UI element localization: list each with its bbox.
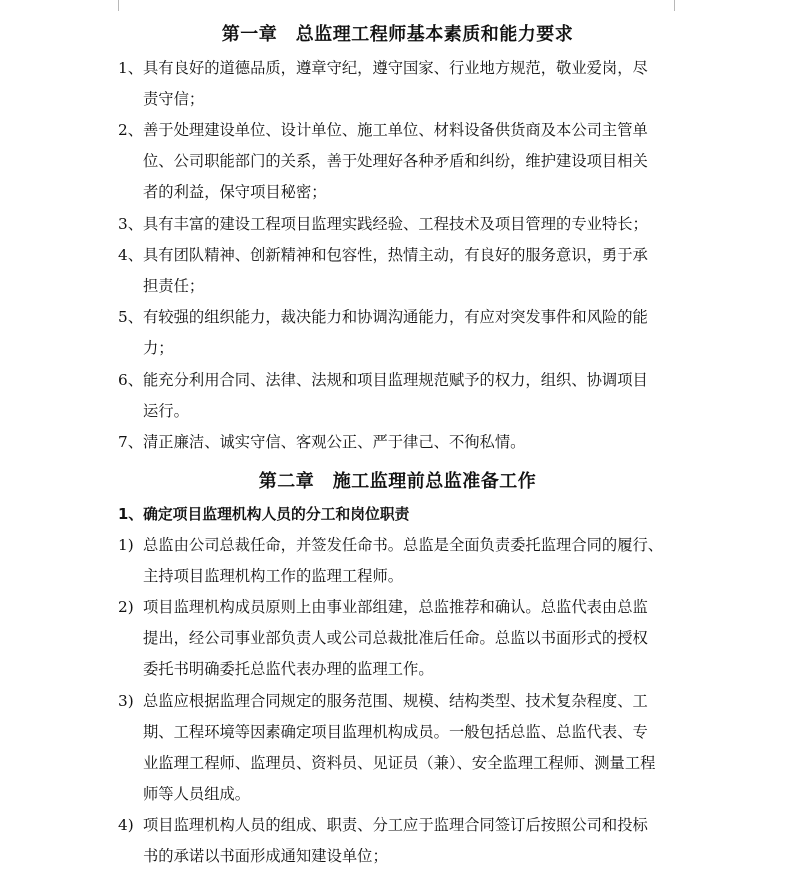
list-item-text: 委托书明确委托总监代表办理的监理工作。 bbox=[143, 660, 434, 679]
list-item-text: 书的承诺以书面形成通知建设单位； bbox=[143, 847, 388, 866]
list-item-line bbox=[118, 271, 678, 302]
page-corner-mark-left bbox=[98, 0, 119, 11]
list-item bbox=[118, 686, 678, 810]
list-item-line bbox=[118, 396, 678, 427]
list-item bbox=[118, 427, 678, 458]
list-item-text: 期、工程环境等因素确定项目监理机构成员。一般包括总监、总监代表、专 bbox=[143, 722, 648, 741]
list-item-number: 6、 bbox=[118, 370, 144, 389]
list-item-number: 4、 bbox=[118, 245, 144, 264]
list-item-number: 4) bbox=[118, 816, 134, 835]
list-item-line bbox=[118, 748, 678, 779]
list-item-text: 位、公司职能部门的关系，善于处理好各种矛盾和纠纷，维护建设项目相关 bbox=[143, 152, 648, 171]
section-heading: 1、确定项目监理机构人员的分工和岗位职责 bbox=[118, 506, 410, 523]
list-item bbox=[118, 302, 678, 364]
list-item-text: 具有团队精神、创新精神和包容性，热情主动，有良好的服务意识，勇于承 bbox=[143, 245, 648, 264]
list-item-text: 者的利益，保守项目秘密； bbox=[143, 183, 327, 202]
list-item-line bbox=[118, 365, 678, 396]
list-item-text: 能充分利用合同、法律、法规和项目监理规范赋予的权力，组织、协调项目 bbox=[143, 370, 648, 389]
list-item-line bbox=[118, 686, 678, 717]
list-item-line bbox=[118, 427, 678, 458]
list-item bbox=[118, 530, 678, 592]
list-item-line bbox=[118, 115, 678, 146]
list-item bbox=[118, 53, 678, 115]
list-item-line bbox=[118, 623, 678, 654]
list-item bbox=[118, 240, 678, 302]
list-item bbox=[118, 365, 678, 427]
list-item-text: 运行。 bbox=[143, 401, 189, 420]
list-item-line bbox=[118, 779, 678, 810]
list-item-line bbox=[118, 240, 678, 271]
list-item-text: 项目监理机构人员的组成、职责、分工应于监理合同签订后按照公司和投标 bbox=[143, 816, 648, 835]
list-item-text: 总监应根据监理合同规定的服务范围、规模、结构类型、技术复杂程度、工 bbox=[143, 691, 648, 710]
list-item-line bbox=[118, 654, 678, 685]
list-item-text: 具有良好的道德品质，遵章守纪，遵守国家、行业地方规范，敬业爱岗，尽 bbox=[143, 59, 648, 77]
list-item bbox=[118, 115, 678, 208]
list-item-text: 提出，经公司事业部负责人或公司总裁批准后任命。总监以书面形式的授权 bbox=[143, 629, 648, 648]
list-item-text: 主持项目监理机构工作的监理工程师。 bbox=[143, 567, 404, 585]
list-item bbox=[118, 209, 678, 240]
list-item-text: 具有丰富的建设工程项目监理实践经验、工程技术及项目管理的专业特长； bbox=[143, 214, 648, 233]
list-item-text: 善于处理建设单位、设计单位、施工单位、材料设备供货商及本公司主管单 bbox=[143, 121, 648, 140]
list-item-text: 担责任； bbox=[143, 276, 205, 295]
list-item-number: 2) bbox=[118, 598, 134, 617]
list-item-line bbox=[118, 302, 678, 333]
list-item-line bbox=[118, 561, 678, 592]
list-item-number: 7、 bbox=[118, 432, 144, 451]
list-item-number: 3、 bbox=[118, 214, 144, 233]
list-item-line bbox=[118, 209, 678, 240]
list-item-line bbox=[118, 53, 678, 84]
list-item-number: 1、 bbox=[118, 59, 144, 77]
list-item-text: 项目监理机构成员原则上由事业部组建，总监推荐和确认。总监代表由总监 bbox=[143, 598, 648, 617]
list-item-line bbox=[118, 841, 678, 872]
list-item-line bbox=[118, 717, 678, 748]
list-item-line bbox=[118, 146, 678, 177]
list-item-number: 1) bbox=[118, 536, 134, 554]
list-item-number: 2、 bbox=[118, 121, 144, 140]
list-item-text: 责守信； bbox=[143, 90, 205, 108]
list-item bbox=[118, 810, 678, 872]
chapter-2-title: 第二章 施工监理前总监准备工作 bbox=[258, 471, 537, 492]
list-item-line bbox=[118, 177, 678, 208]
list-item-text: 师等人员组成。 bbox=[143, 784, 251, 803]
list-item-text: 业监理工程师、监理员、资料员、见证员（兼）、安全监理工程师、测量工程 bbox=[143, 753, 656, 772]
list-item-text: 力； bbox=[143, 339, 174, 358]
list-item-line bbox=[118, 333, 678, 364]
page-corner-mark-right bbox=[674, 0, 695, 11]
list-item-number: 5、 bbox=[118, 308, 144, 327]
list-item bbox=[118, 592, 678, 685]
list-item-line bbox=[118, 84, 678, 115]
list-item-number: 3) bbox=[118, 691, 134, 710]
list-item-text: 总监由公司总裁任命，并签发任命书。总监是全面负责委托监理合同的履行、 bbox=[143, 536, 664, 554]
chapter-1-title: 第一章 总监理工程师基本素质和能力要求 bbox=[221, 24, 574, 45]
list-item-line bbox=[118, 592, 678, 623]
list-item-text: 有较强的组织能力，裁决能力和协调沟通能力，有应对突发事件和风险的能 bbox=[143, 308, 648, 327]
list-item-text: 清正廉洁、诚实守信、客观公正、严于律己、不徇私情。 bbox=[143, 432, 526, 451]
list-item-line bbox=[118, 530, 678, 561]
list-item-line bbox=[118, 810, 678, 841]
